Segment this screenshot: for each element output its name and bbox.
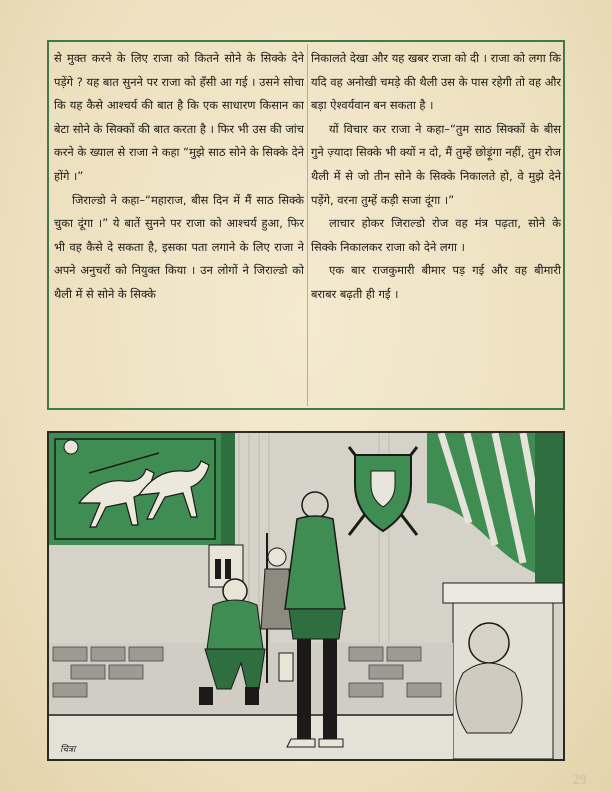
pilaster <box>221 433 235 545</box>
money-pouch <box>279 653 293 681</box>
paragraph: जिराल्डो ने कहा–“महाराज, बीस दिन में मैं साठ सिक्के चुका दूंगा ।” ये बातें सुनने पर राजा को आश्चर्य हुआ, फिर भी वह कैसे दे सकता है, इसका पता लगाने के लिए राजा ने अपने अनुचरों को नियुक्त किया । उन लोगों ने जिराल्डो को थैली में से सोने के सिक्के <box>54 192 304 301</box>
story-illustration <box>47 431 565 761</box>
paragraph: निकालते देखा और यह खबर राजा को दी । राजा को लगा कि यदि वह अनोखी चमड़े की थैली उस के पास रहेगी तो वह और बड़ा ऐश्वर्यवान बन सकता है । <box>311 51 561 113</box>
paragraph: एक बार राजकुमारी बीमार पड़ गई और वह बीमारी बराबर बढ़ती ही गई । <box>311 263 561 301</box>
page-number: 29 <box>572 772 587 788</box>
right-text-column <box>311 47 561 407</box>
column-divider <box>307 44 308 406</box>
paragraph: से मुक्त करने के लिए राजा को कितने सोने के सिक्के देने पड़ेंगे ? यह बात सुनने पर राजा को हँसी आ गई । उसने सोचा कि यह कैसे आश्चर्य की बात है कि एक साधारण किसान का बेटा सोने के सिक्कों की बात करता है । फिर भी उस की जांच करने के ख्याल से राजा ने कहा “मुझे साठ सोने के सिक्के देने होंगे ।” <box>54 51 304 183</box>
floor <box>49 715 453 759</box>
wall-shield <box>349 447 417 535</box>
illustration-scene <box>49 433 563 759</box>
paragraph: यों विचार कर राजा ने कहा–“तुम साठ सिक्कों के बीस गुने ज़्यादा सिक्के भी क्यों न दो, मैं तुम्हें छोड़ूंगा नहीं, तुम रोज थैली में से जो तीन सोने के सिक्के निकालते हो, वे मुझे देने पड़ेंगे, वरना तुम्हें कड़ी सजा दूंगा ।” <box>311 121 561 207</box>
carved-pillar <box>443 583 563 759</box>
artist-signature: चित्रा <box>60 745 76 755</box>
moon <box>64 440 78 454</box>
story-text-frame <box>47 40 565 410</box>
left-text-column <box>54 47 304 407</box>
paragraph: लाचार होकर जिराल्डो रोज वह मंत्र पढ़ता, सोने के सिक्के निकालकर राजा को देने लगा । <box>311 216 561 254</box>
